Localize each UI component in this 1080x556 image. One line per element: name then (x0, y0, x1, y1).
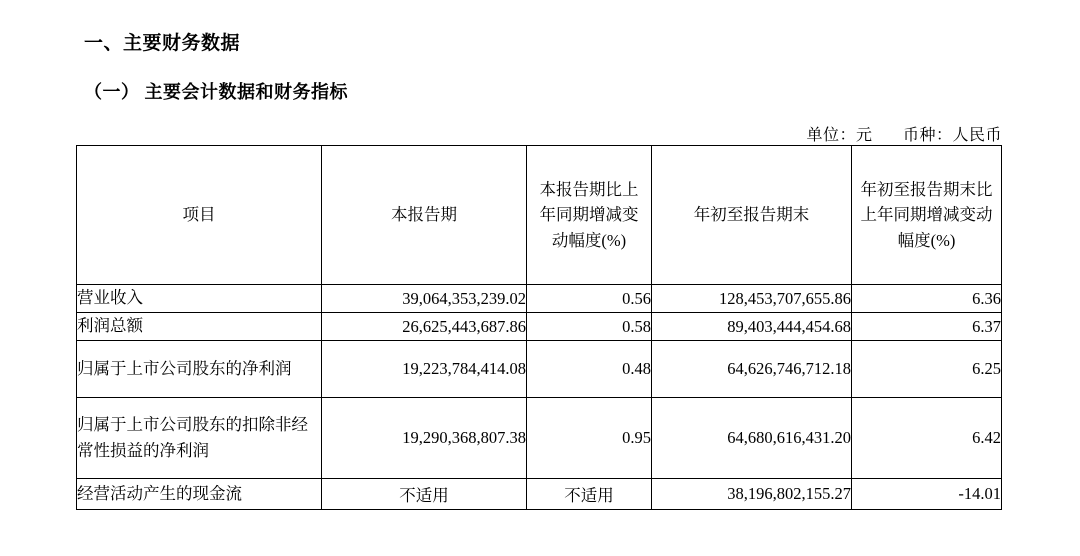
cell-ytd-change: -14.01 (852, 479, 1002, 510)
cell-item: 营业收入 (77, 285, 322, 313)
cell-period-change: 0.56 (527, 285, 652, 313)
cell-item: 经营活动产生的现金流 (77, 479, 322, 510)
financial-data-table (76, 145, 1002, 510)
section-heading-accounting-data: （一） 主要会计数据和财务指标 (84, 82, 348, 102)
cell-item: 归属于上市公司股东的扣除非经常性损益的净利润 (77, 398, 322, 479)
cell-ytd-change: 6.42 (852, 398, 1002, 479)
table-header-row (77, 146, 1002, 285)
table-row (77, 398, 1002, 479)
table-header (77, 146, 1002, 285)
unit-label: 单位：元 (806, 127, 873, 144)
cell-period: 不适用 (322, 479, 527, 510)
column-header-period-change: 本报告期比上年同期增减变动幅度(%) (527, 146, 652, 285)
cell-ytd: 89,403,444,454.68 (652, 313, 852, 341)
table-row (77, 313, 1002, 341)
cell-ytd-change: 6.37 (852, 313, 1002, 341)
column-header-ytd: 年初至报告期末 (652, 146, 852, 285)
cell-period: 19,223,784,414.08 (322, 341, 527, 398)
cell-ytd: 128,453,707,655.86 (652, 285, 852, 313)
cell-item: 利润总额 (77, 313, 322, 341)
cell-ytd: 38,196,802,155.27 (652, 479, 852, 510)
cell-period: 39,064,353,239.02 (322, 285, 527, 313)
cell-ytd: 64,626,746,712.18 (652, 341, 852, 398)
cell-ytd: 64,680,616,431.20 (652, 398, 852, 479)
table-body (77, 285, 1002, 510)
cell-period-change: 0.95 (527, 398, 652, 479)
column-header-item: 项目 (77, 146, 322, 285)
table-row (77, 285, 1002, 313)
section-heading-main-financial-data: 一、主要财务数据 (84, 33, 241, 54)
column-header-ytd-change: 年初至报告期末比上年同期增减变动幅度(%) (852, 146, 1002, 285)
unit-currency-line (806, 122, 1002, 145)
cell-period-change: 0.58 (527, 313, 652, 341)
cell-item: 归属于上市公司股东的净利润 (77, 341, 322, 398)
table-row (77, 479, 1002, 510)
currency-label: 币种：人民币 (902, 127, 1002, 144)
cell-period: 26,625,443,687.86 (322, 313, 527, 341)
cell-period-change: 不适用 (527, 479, 652, 510)
cell-period-change: 0.48 (527, 341, 652, 398)
cell-period: 19,290,368,807.38 (322, 398, 527, 479)
cell-ytd-change: 6.25 (852, 341, 1002, 398)
column-header-period: 本报告期 (322, 146, 527, 285)
table-row (77, 341, 1002, 398)
cell-ytd-change: 6.36 (852, 285, 1002, 313)
